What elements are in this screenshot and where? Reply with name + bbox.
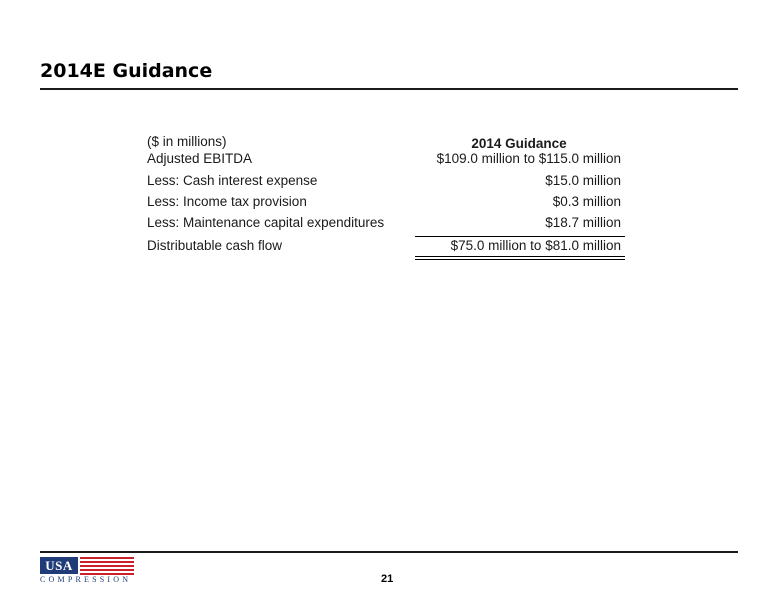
row-value: $0.3 million — [552, 194, 621, 209]
table-header-row — [147, 133, 625, 151]
unit-label: ($ in millions) — [147, 134, 227, 149]
table-row — [147, 173, 625, 194]
row-label: Less: Maintenance capital expenditures — [147, 215, 385, 230]
slide-title: 2014E Guidance — [40, 60, 213, 82]
title-divider — [40, 88, 738, 90]
column-header: 2014 Guidance — [471, 136, 567, 151]
total-double-rule — [415, 256, 625, 257]
logo-flag-stripe — [80, 561, 134, 563]
row-value: $109.0 million to $115.0 million — [436, 151, 621, 166]
total-double-rule — [415, 259, 625, 260]
logo-flag-stripe — [80, 569, 134, 571]
guidance-table — [147, 133, 625, 260]
table-row — [147, 151, 625, 173]
logo-flag-stripe — [80, 565, 134, 567]
table-row — [147, 215, 625, 236]
total-row — [147, 236, 625, 260]
page-number: 21 — [381, 573, 394, 585]
usa-compression-logo — [40, 557, 136, 583]
total-value: $75.0 million to $81.0 million — [450, 238, 621, 253]
row-label: Less: Income tax provision — [147, 194, 307, 209]
logo-subtitle: COMPRESSION — [40, 575, 132, 584]
row-value: $15.0 million — [545, 173, 621, 188]
row-label: Less: Cash interest expense — [147, 173, 318, 188]
footer-divider — [40, 551, 738, 553]
logo-flag-stripe — [80, 557, 134, 559]
row-value: $18.7 million — [545, 215, 621, 230]
logo-brand: USA — [40, 557, 78, 574]
total-label: Distributable cash flow — [147, 238, 283, 253]
table-row — [147, 194, 625, 215]
row-label: Adjusted EBITDA — [147, 151, 253, 166]
